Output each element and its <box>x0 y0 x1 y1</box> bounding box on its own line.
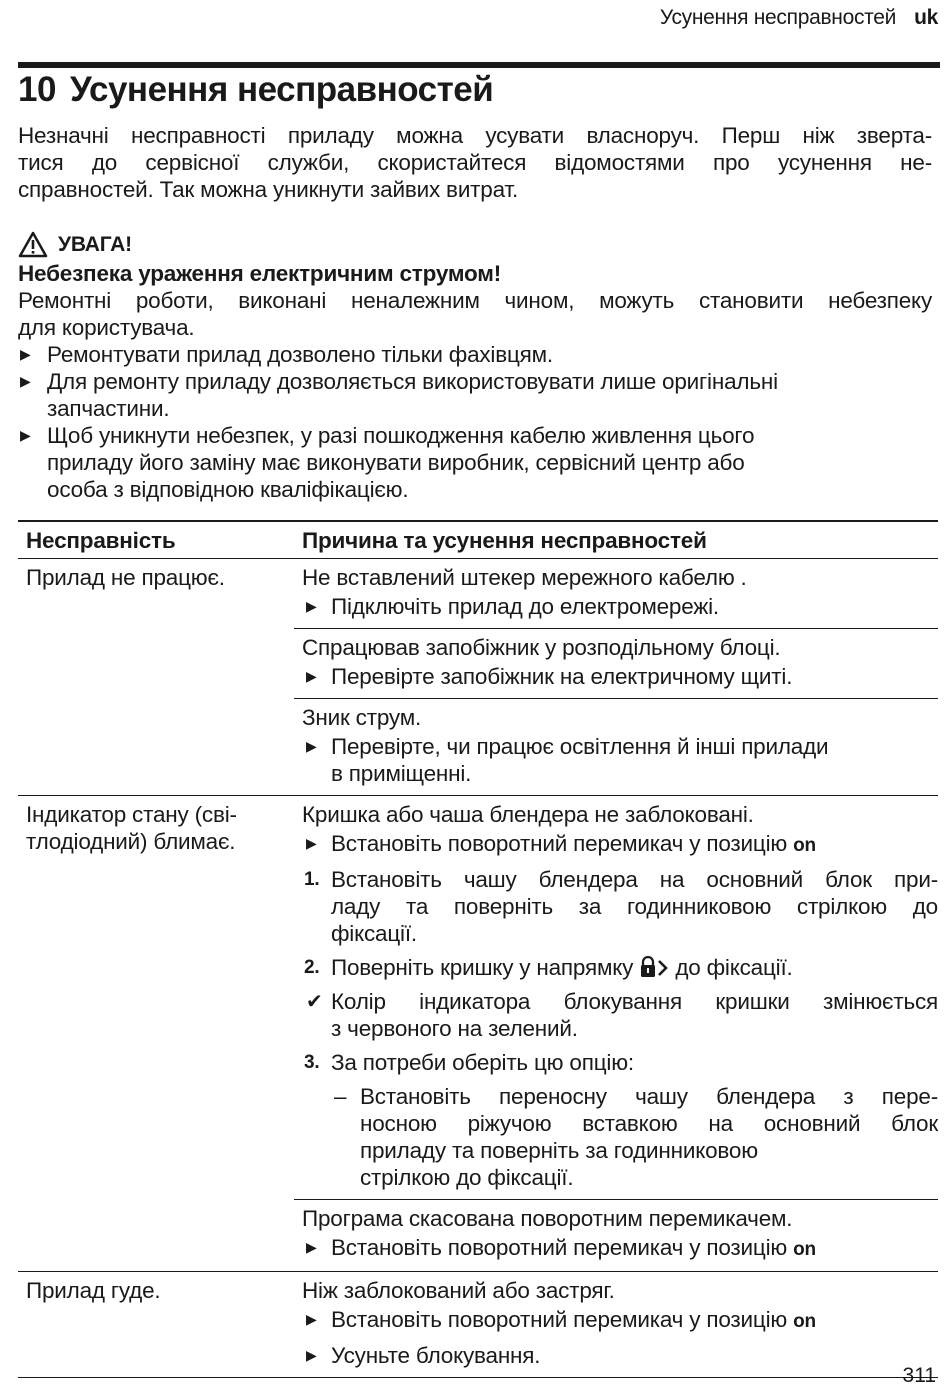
bullet-icon: ▶ <box>306 1347 317 1363</box>
table-row <box>18 559 938 796</box>
bullet-icon: ▶ <box>306 1239 317 1255</box>
warning-bullet <box>18 368 932 422</box>
action: в приміщенні. <box>331 761 472 786</box>
cause-cell <box>294 559 938 628</box>
line: Індикатор стану (сві- <box>26 802 237 827</box>
bullet-icon: ▶ <box>306 1311 317 1327</box>
line: стрілкою до фіксації. <box>360 1165 574 1190</box>
cause: Ніж заблокований або застряг. <box>302 1278 615 1303</box>
chapter-title: Усунення несправностей <box>69 70 494 109</box>
bullet-icon: ▶ <box>20 346 31 362</box>
line: приладу його заміну має виконувати виробник, сервісний центр або <box>47 450 745 475</box>
step-number: 2. <box>304 957 320 978</box>
table-header <box>18 522 938 559</box>
cause-cell <box>294 628 938 698</box>
line: тися до сервісної служби, скористайтеся відомостями про усунення не- <box>18 150 932 175</box>
table-row <box>18 1272 938 1378</box>
bullet-icon: ▶ <box>306 835 317 851</box>
fault-cell <box>18 796 294 1271</box>
cause: Не вставлений штекер мережного кабелю . <box>302 565 747 590</box>
table-row <box>18 796 938 1272</box>
line: ладу та поверніть за годинниковою стрілкою до <box>331 894 938 919</box>
line: запчастини. <box>47 396 170 421</box>
step-number: 3. <box>304 1052 320 1073</box>
line: для користувача. <box>18 315 195 340</box>
line: приладу та поверніть за годинниковою <box>360 1138 758 1163</box>
header-section: Усунення несправностей <box>659 6 897 29</box>
line: Для ремонту приладу дозволяється використовувати лише оригінальні <box>47 369 778 394</box>
page-number: 311 <box>902 1364 936 1387</box>
cause-cell <box>294 1272 938 1377</box>
bullet-icon: ▶ <box>306 598 317 614</box>
step-number: 1. <box>304 869 320 890</box>
check-icon: ✔ <box>306 991 323 1013</box>
bullet-icon: ▶ <box>20 373 31 389</box>
line: Ремонтні роботи, виконані неналежним чином, можуть становити небезпеку <box>18 288 932 313</box>
action: Перевірте запобіжник на електричному щиті. <box>331 664 793 689</box>
cause-cell <box>294 698 938 795</box>
line: фіксації. <box>331 921 417 946</box>
step-text: За потреби оберіть цю опцію: <box>331 1050 634 1075</box>
warning-label-text: УВАГА! <box>58 232 132 256</box>
fault-cell: Прилад гуде. <box>26 1278 161 1303</box>
line: тлодіодний) блимає. <box>26 829 236 854</box>
warning-bullet <box>18 341 932 368</box>
step-text: Поверніть кришку у напрямку <box>331 955 634 980</box>
cause-cell <box>294 1199 938 1271</box>
action: Встановіть поворотний перемикач у позицію <box>331 831 788 856</box>
bullet-icon: ▶ <box>20 427 31 443</box>
option-item <box>302 1083 938 1191</box>
on-position: on <box>793 835 816 856</box>
cause: Спрацював запобіжник у розподільному блоці. <box>302 635 781 660</box>
cause: Зник струм. <box>302 705 422 730</box>
warning-heading: Небезпека ураження електричним струмом! <box>18 261 501 286</box>
on-position: on <box>793 1311 816 1332</box>
action: Усуньте блокування. <box>331 1343 541 1368</box>
line: Ремонтувати прилад дозволено тільки фахівцям. <box>47 342 553 367</box>
dash-icon: – <box>334 1084 347 1109</box>
intro-paragraph <box>18 122 932 203</box>
line: Незначні несправності приладу можна усувати власноруч. Перш ніж зверта- <box>18 123 932 148</box>
line: Колір індикатора блокування кришки змінюється <box>331 989 938 1014</box>
line: Щоб уникнути небезпек, у разі пошкодження кабелю живлення цього <box>47 423 755 448</box>
line: особа з відповідною кваліфікацією. <box>47 477 409 502</box>
on-position: on <box>793 1239 816 1260</box>
warning-triangle-icon <box>18 231 48 258</box>
cause: Кришка або чаша блендера не заблоковані. <box>302 802 754 827</box>
action: Встановіть поворотний перемикач у позицію <box>331 1235 788 1260</box>
warning-label <box>18 228 932 260</box>
line: Встановіть чашу блендера на основний блок при- <box>331 867 938 892</box>
action: Встановіть поворотний перемикач у позицію <box>331 1307 788 1332</box>
line: носною ріжучою вставкою на основний блок <box>360 1111 938 1136</box>
header-fault: Несправність <box>26 528 176 553</box>
lock-direction-icon <box>639 956 669 978</box>
line: Встановіть переносну чашу блендера з пере- <box>360 1084 938 1109</box>
line: з червоного на зелений. <box>331 1016 578 1041</box>
troubleshooting-table <box>18 520 938 1378</box>
running-header <box>660 6 938 30</box>
fault-cell: Прилад не працює. <box>26 565 225 590</box>
warning-bullet <box>18 422 932 503</box>
bullet-icon: ▶ <box>306 668 317 684</box>
header-lang: uk <box>914 6 938 29</box>
action: Перевірте, чи працює освітлення й інші прилади <box>331 734 829 759</box>
cause: Програма скасована поворотним перемикачем. <box>302 1206 793 1231</box>
title-rule <box>18 62 940 68</box>
cause-cell <box>294 796 938 1199</box>
line: справностей. Так можна уникнути зайвих витрат. <box>18 177 519 202</box>
bullet-icon: ▶ <box>306 738 317 754</box>
chapter-number: 10 <box>18 70 56 109</box>
warning-block <box>18 228 932 503</box>
step-text: до фіксації. <box>675 955 793 980</box>
action: Підключіть прилад до електромережі. <box>331 594 719 619</box>
page-title <box>18 70 507 110</box>
header-cause: Причина та усунення несправностей <box>302 528 707 553</box>
